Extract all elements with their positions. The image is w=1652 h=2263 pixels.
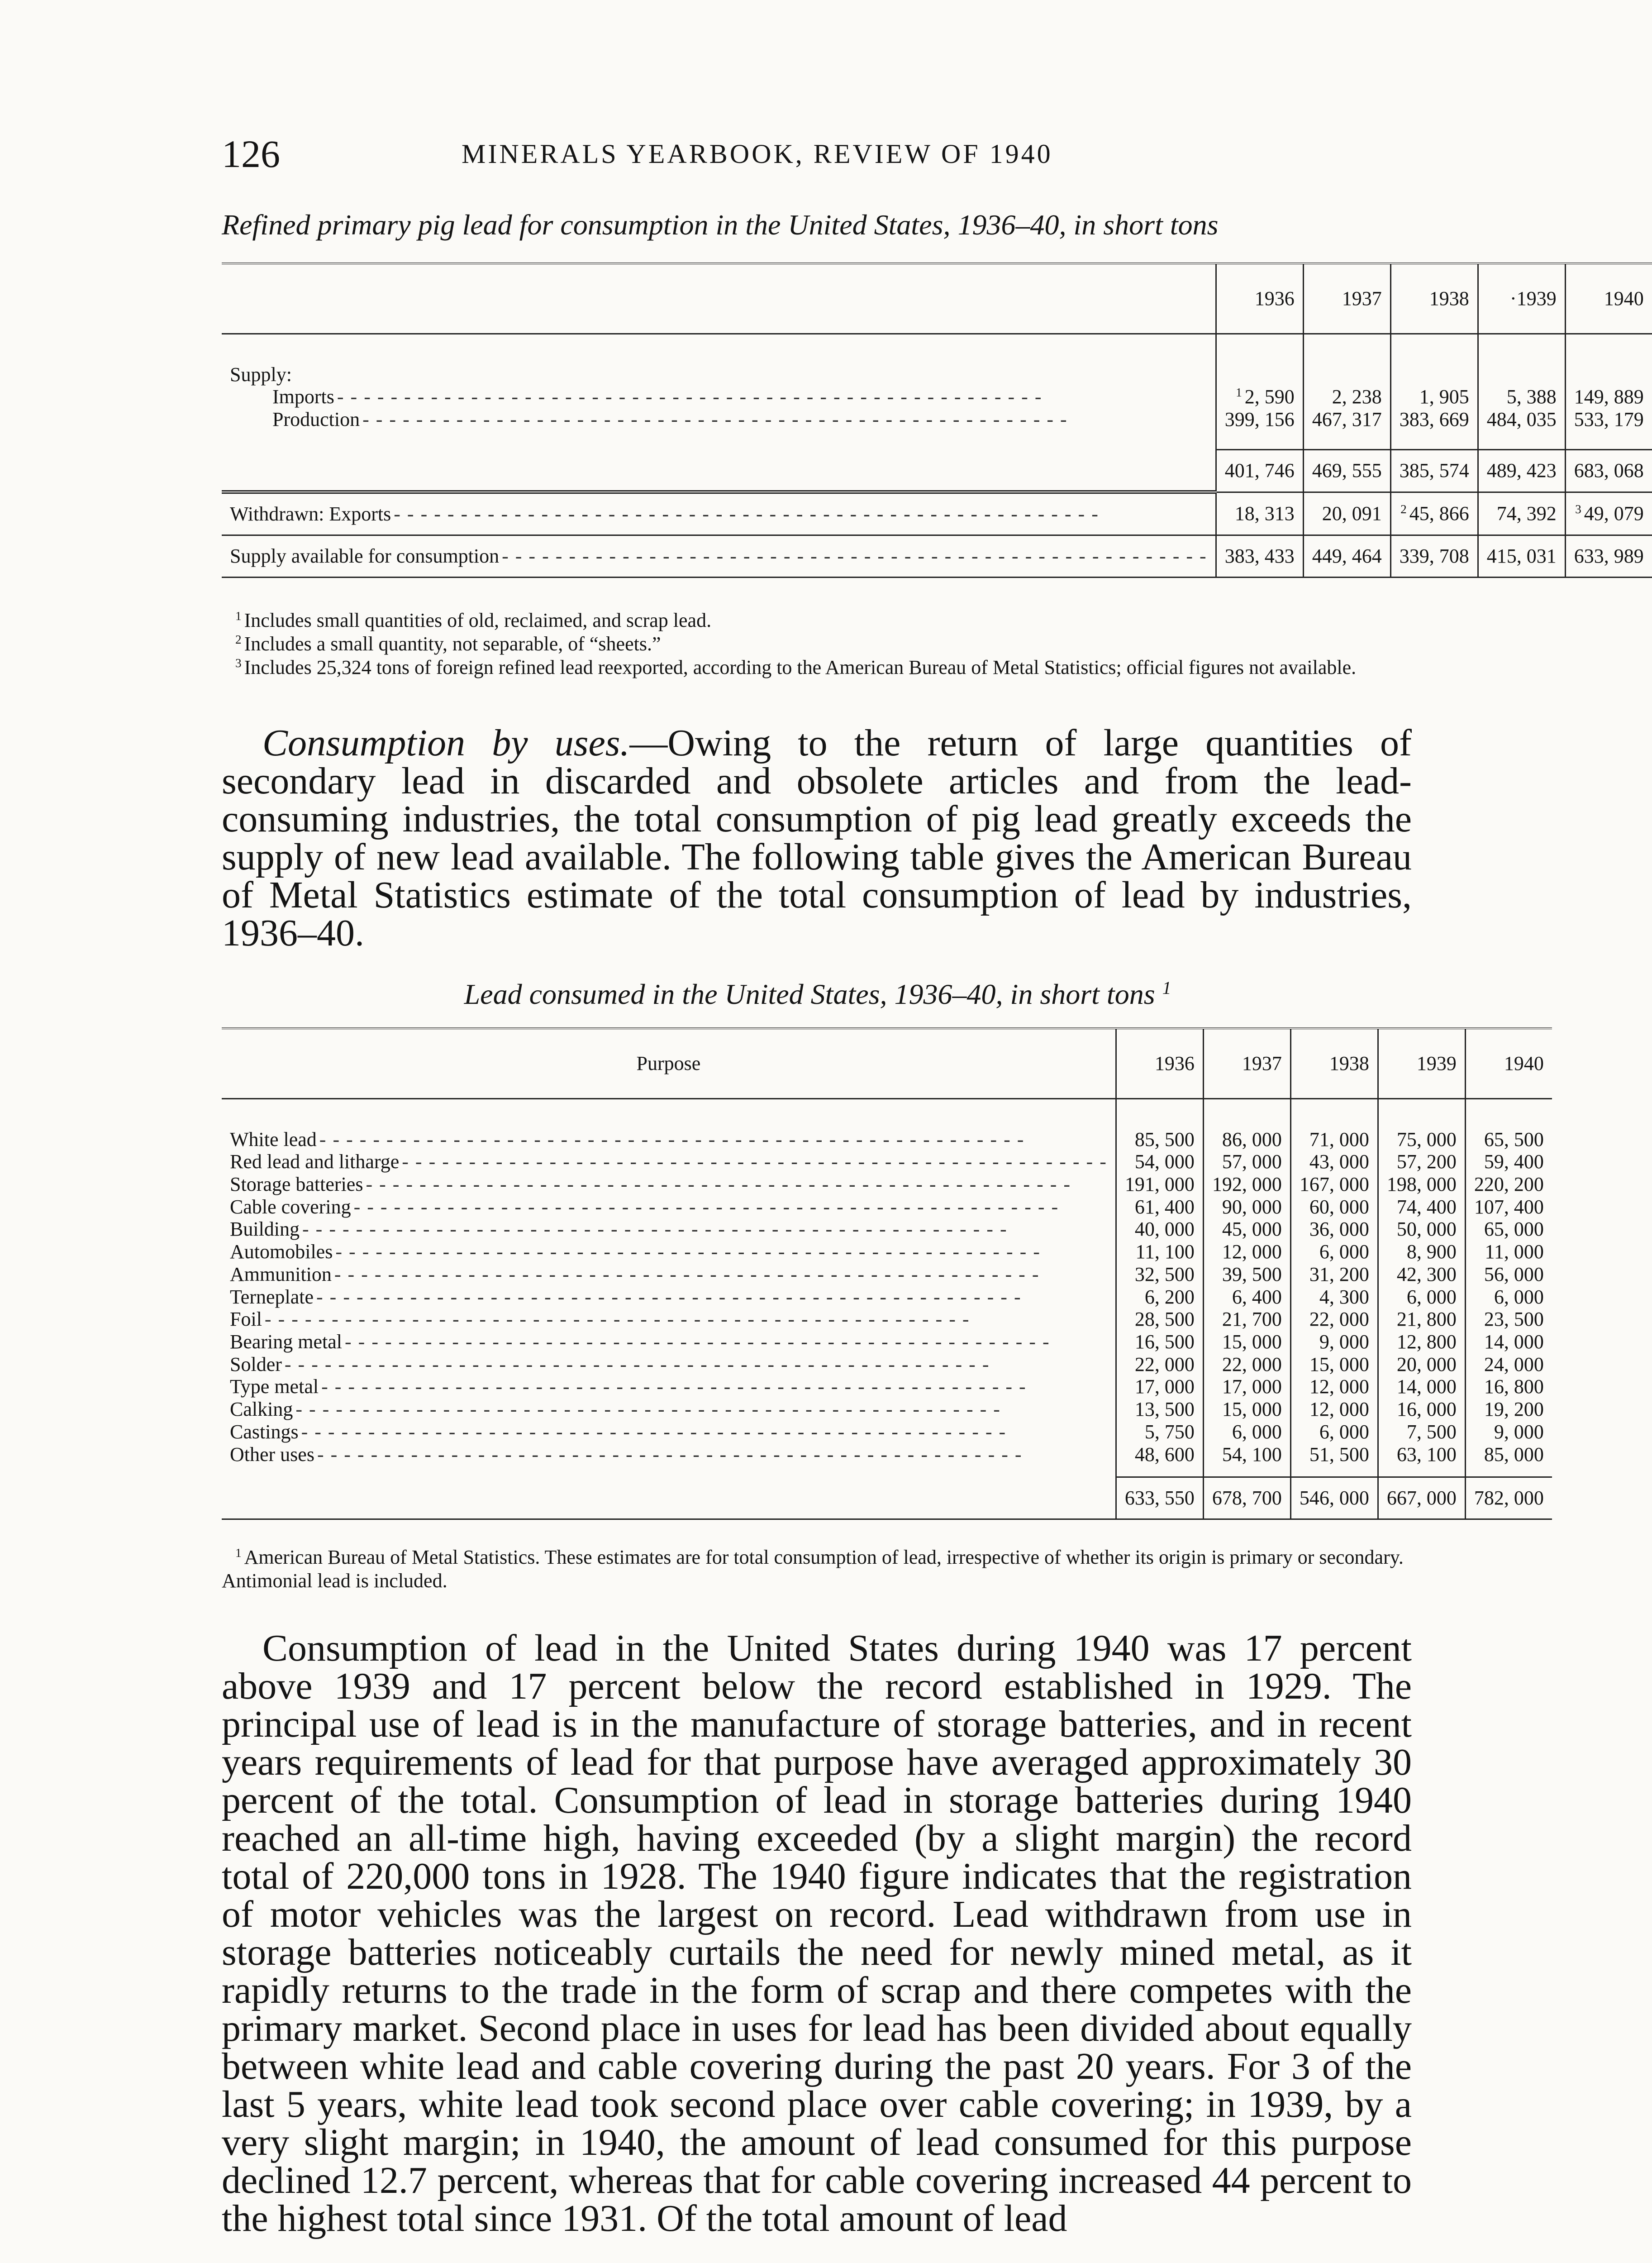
row-label: Foil: [230, 1308, 265, 1330]
footnote-mark: 1: [235, 609, 242, 623]
table-row: [222, 535, 1652, 578]
cell-value: 469, 555: [1303, 449, 1390, 492]
column-header: 1940: [1465, 1028, 1552, 1098]
footnote-text: Includes 25,324 tons of foreign refined lead reexported, according to the American Bureau of Metal Statistics; official figures not available.: [244, 656, 1357, 678]
cell-value: 399, 156: [1216, 408, 1303, 431]
cell-value: 40, 000: [1116, 1218, 1203, 1241]
cell-value: 59, 400: [1465, 1151, 1552, 1173]
table-row: [222, 1128, 1552, 1151]
cell-value: 198, 000: [1378, 1173, 1465, 1196]
table-row: [222, 492, 1652, 535]
cell-value: 401, 746: [1216, 449, 1303, 492]
table-row: [222, 408, 1652, 431]
table-row: [222, 1443, 1552, 1466]
cell-value: 149, 889: [1565, 386, 1652, 408]
row-label: Production: [272, 408, 362, 430]
cell-value: 2, 590: [1244, 386, 1295, 408]
cell-value: 15, 000: [1203, 1398, 1290, 1421]
consumption-by-uses-paragraph: [222, 724, 1412, 952]
lead-consumed-table: [222, 1027, 1552, 1520]
paragraph-text: —Owing to the return of large quantities of secondary lead in discarded and obsolete articles and from the lead-consuming industries, the total consumption of pig lead greatly exceeds the supply of new lead available. The following table gives the American Bureau of Metal Statistics estimate of the total consumption of lead by industries, 1936–40.: [222, 722, 1412, 954]
cell-value: 20, 000: [1378, 1353, 1465, 1376]
cell-value: 533, 179: [1565, 408, 1652, 431]
cell-value: 1, 905: [1390, 386, 1478, 408]
cell-value: 45, 000: [1203, 1218, 1290, 1241]
table-row: [222, 386, 1652, 408]
cell-value: 17, 000: [1203, 1375, 1290, 1398]
row-label: Imports: [272, 386, 337, 408]
cell-value: 16, 800: [1465, 1375, 1552, 1398]
column-header: 1939: [1378, 1028, 1465, 1098]
footnote-mark: 1: [235, 1546, 242, 1560]
cell-value: 22, 000: [1203, 1353, 1290, 1376]
cell-value: 24, 000: [1465, 1353, 1552, 1376]
cell-value: 49, 079: [1584, 502, 1644, 525]
cell-value: 9, 000: [1290, 1331, 1378, 1353]
cell-value: 21, 700: [1203, 1308, 1290, 1331]
cell-value: 19, 200: [1465, 1398, 1552, 1421]
table-row: [222, 1353, 1552, 1376]
cell-value: 449, 464: [1303, 535, 1390, 578]
cell-value: 85, 000: [1465, 1443, 1552, 1466]
cell-value: 192, 000: [1203, 1173, 1290, 1196]
cell-value: 60, 000: [1290, 1196, 1378, 1218]
table-row: [222, 1398, 1552, 1421]
footnote-mark: 2: [235, 632, 242, 646]
cell-value: 782, 000: [1465, 1477, 1552, 1519]
row-label: Cable covering: [230, 1196, 354, 1218]
cell-value: 61, 400: [1116, 1196, 1203, 1218]
cell-value: 17, 000: [1116, 1375, 1203, 1398]
cell-value: 385, 574: [1390, 449, 1478, 492]
cell-value: 85, 500: [1116, 1128, 1203, 1151]
cell-value: 48, 600: [1116, 1443, 1203, 1466]
running-title: MINERALS YEARBOOK, REVIEW OF 1940: [462, 139, 1053, 169]
cell-value: 12, 000: [1290, 1398, 1378, 1421]
cell-value: 6, 000: [1290, 1241, 1378, 1263]
cell-value: 15, 000: [1290, 1353, 1378, 1376]
row-label: Calking: [230, 1398, 295, 1420]
footnote-mark: 1: [1236, 386, 1242, 400]
cell-value: 484, 035: [1478, 408, 1565, 431]
cell-value: 45, 866: [1409, 502, 1469, 525]
row-label: Automobiles: [230, 1241, 335, 1263]
cell-value: 8, 900: [1378, 1241, 1465, 1263]
cell-value: 74, 400: [1378, 1196, 1465, 1218]
column-header: 1938: [1290, 1028, 1378, 1098]
row-label: Red lead and litharge: [230, 1151, 402, 1173]
cell-value: 383, 669: [1390, 408, 1478, 431]
cell-value: 54, 100: [1203, 1443, 1290, 1466]
footnote-mark: 3: [1575, 502, 1581, 516]
row-label: Building: [230, 1218, 302, 1240]
cell-value: 667, 000: [1378, 1477, 1465, 1519]
cell-value: 633, 989: [1565, 535, 1652, 578]
row-label: Supply:: [230, 363, 292, 386]
cell-value: 18, 313: [1216, 492, 1303, 535]
cell-value: 467, 317: [1303, 408, 1390, 431]
cell-value: 7, 500: [1378, 1421, 1465, 1443]
table-row: [222, 1218, 1552, 1241]
footnote-mark: 3: [235, 656, 242, 670]
cell-value: 22, 000: [1116, 1353, 1203, 1376]
cell-value: 50, 000: [1378, 1218, 1465, 1241]
cell-value: 15, 000: [1203, 1331, 1290, 1353]
footnote-text: Includes small quantities of old, reclaimed, and scrap lead.: [244, 609, 712, 631]
table-row: [222, 1151, 1552, 1173]
table-row: [222, 363, 1652, 386]
row-label: Terneplate: [230, 1286, 316, 1308]
consumption-paragraph: Consumption of lead in the United States during 1940 was 17 percent above 1939 and 17 percent below the record established in 1929. The principal use of lead is in the manufacture of storage batteries, and in recent years requirements of lead for that purpose have averaged approximately 30 percent of the total. Consumption of lead in storage batteries during 1940 reached an all-time high, having exceeded (by a slight margin) the record total of 220,000 tons in 1928. The 1940 figure indicates that the registration of motor vehicles was the largest on record. Lead withdrawn from use in storage batteries noticeably curtails the need for newly mined metal, as it rapidly returns to the trade in the form of scrap and there competes with the primary market. Second place in uses for lead has been divided about equally between white lead and cable covering during the past 20 years. For 3 of the last 5 years, white lead took second place over cable covering; in 1939, by a very slight margin; in 1940, the amount of lead consumed for this purpose declined 12.7 percent, whereas that for cable covering increased 44 percent to the highest total since 1931. Of the total amount of lead: [222, 1627, 1412, 2239]
row-label: Withdrawn: Exports: [230, 503, 394, 525]
table-row: [222, 1308, 1552, 1331]
cell-value: 65, 000: [1465, 1218, 1552, 1241]
table-row: [222, 1421, 1552, 1443]
cell-value: 75, 000: [1378, 1128, 1465, 1151]
cell-value: 546, 000: [1290, 1477, 1378, 1519]
cell-value: 65, 500: [1465, 1128, 1552, 1151]
cell-value: 415, 031: [1478, 535, 1565, 578]
column-header: 1936: [1216, 263, 1303, 334]
table2-footnotes: [222, 1546, 1412, 1593]
row-label: Ammunition: [230, 1263, 334, 1285]
cell-value: 13, 500: [1116, 1398, 1203, 1421]
cell-value: 107, 400: [1465, 1196, 1552, 1218]
cell-value: 21, 800: [1378, 1308, 1465, 1331]
cell-value: 6, 000: [1465, 1286, 1552, 1308]
row-label: White lead: [230, 1128, 319, 1151]
cell-value: 489, 423: [1478, 449, 1565, 492]
cell-value: 191, 000: [1116, 1173, 1203, 1196]
cell-value: 683, 068: [1565, 449, 1652, 492]
column-header: 1938: [1390, 263, 1478, 334]
cell-value: 23, 500: [1465, 1308, 1552, 1331]
cell-value: 16, 000: [1378, 1398, 1465, 1421]
row-label: Supply available for consumption: [230, 545, 502, 567]
column-header: 1937: [1303, 263, 1390, 334]
cell-value: 71, 000: [1290, 1128, 1378, 1151]
cell-value: 28, 500: [1116, 1308, 1203, 1331]
column-header: 1937: [1203, 1028, 1290, 1098]
table-row: [222, 1375, 1552, 1398]
table-row: [222, 1331, 1552, 1353]
total-row: [222, 1477, 1552, 1519]
cell-value: 9, 000: [1465, 1421, 1552, 1443]
cell-value: 12, 800: [1378, 1331, 1465, 1353]
page-header: [222, 131, 1416, 181]
column-header: ·1939: [1478, 263, 1565, 334]
footnote-text: American Bureau of Metal Statistics. These estimates are for total consumption of lead, irrespective of whether its origin is primary or secondary. Antimonial lead is included.: [222, 1546, 1404, 1592]
footnote-text: Includes a small quantity, not separable, of “sheets.”: [244, 632, 661, 655]
cell-value: 43, 000: [1290, 1151, 1378, 1173]
table-row: [222, 1196, 1552, 1218]
cell-value: 167, 000: [1290, 1173, 1378, 1196]
cell-value: 11, 000: [1465, 1241, 1552, 1263]
cell-value: 220, 200: [1465, 1173, 1552, 1196]
pig-lead-supply-table: [222, 263, 1652, 578]
cell-value: 6, 400: [1203, 1286, 1290, 1308]
cell-value: 20, 091: [1303, 492, 1390, 535]
cell-value: 4, 300: [1290, 1286, 1378, 1308]
table-row: [222, 1241, 1552, 1263]
cell-value: 6, 200: [1116, 1286, 1203, 1308]
cell-value: 54, 000: [1116, 1151, 1203, 1173]
section-lead-in: Consumption by uses.: [262, 722, 630, 764]
table-row: [222, 1263, 1552, 1286]
cell-value: 16, 500: [1116, 1331, 1203, 1353]
cell-value: 32, 500: [1116, 1263, 1203, 1286]
cell-value: 2, 238: [1303, 386, 1390, 408]
cell-value: 56, 000: [1465, 1263, 1552, 1286]
cell-value: 14, 000: [1378, 1375, 1465, 1398]
cell-value: 90, 000: [1203, 1196, 1290, 1218]
row-label: Castings: [230, 1421, 301, 1443]
cell-value: 57, 000: [1203, 1151, 1290, 1173]
row-label: Type metal: [230, 1375, 321, 1398]
cell-value: 36, 000: [1290, 1218, 1378, 1241]
table-row: [222, 1286, 1552, 1308]
table1-caption: Refined primary pig lead for consumption in the United States, 1936–40, in short tons: [222, 209, 1219, 241]
footnote-mark: 2: [1400, 502, 1407, 516]
cell-value: 633, 550: [1116, 1477, 1203, 1519]
cell-value: 5, 388: [1478, 386, 1565, 408]
cell-value: 6, 000: [1290, 1421, 1378, 1443]
cell-value: 42, 300: [1378, 1263, 1465, 1286]
cell-value: 383, 433: [1216, 535, 1303, 578]
cell-value: 22, 000: [1290, 1308, 1378, 1331]
cell-value: 6, 000: [1378, 1286, 1465, 1308]
cell-value: 12, 000: [1290, 1375, 1378, 1398]
cell-value: 57, 200: [1378, 1151, 1465, 1173]
subtotal-row: [222, 449, 1652, 492]
column-header: 1940: [1565, 263, 1652, 334]
cell-value: 51, 500: [1290, 1443, 1378, 1466]
cell-value: 678, 700: [1203, 1477, 1290, 1519]
cell-value: 5, 750: [1116, 1421, 1203, 1443]
cell-value: 63, 100: [1378, 1443, 1465, 1466]
table2-caption: Lead consumed in the United States, 1936–40, in short tons $^1$: [464, 978, 1171, 1010]
row-label: Storage batteries: [230, 1173, 366, 1195]
cell-value: 6, 000: [1203, 1421, 1290, 1443]
table1-footnotes: [222, 609, 1412, 679]
row-label: Bearing metal: [230, 1331, 345, 1353]
footnote-mark: 1: [1162, 978, 1171, 998]
table-row: [222, 1173, 1552, 1196]
page-number: 126: [222, 132, 280, 176]
cell-value: 31, 200: [1290, 1263, 1378, 1286]
cell-value: 74, 392: [1478, 492, 1565, 535]
cell-value: 39, 500: [1203, 1263, 1290, 1286]
column-header: 1936: [1116, 1028, 1203, 1098]
cell-value: 11, 100: [1116, 1241, 1203, 1263]
row-label: Other uses: [230, 1443, 317, 1466]
cell-value: 12, 000: [1203, 1241, 1290, 1263]
column-header: Purpose: [222, 1028, 1116, 1098]
cell-value: 14, 000: [1465, 1331, 1552, 1353]
cell-value: 339, 708: [1390, 535, 1478, 578]
cell-value: 86, 000: [1203, 1128, 1290, 1151]
row-label: Solder: [230, 1353, 285, 1375]
